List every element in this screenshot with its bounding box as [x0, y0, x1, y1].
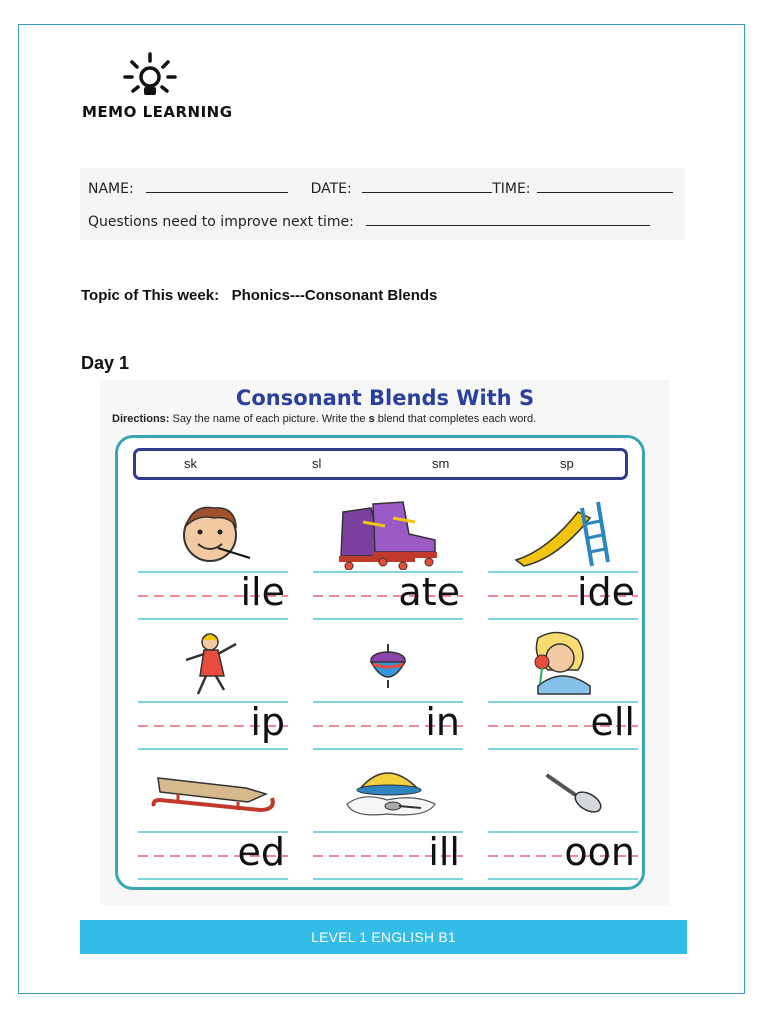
roller-skates-icon	[323, 500, 453, 570]
blend-item	[133, 760, 293, 890]
sled-icon	[148, 760, 278, 830]
date-label: DATE:	[310, 181, 352, 197]
topic-heading: Topic of This week: Phonics---Consonant Blends	[81, 287, 438, 304]
name-field[interactable]	[146, 178, 288, 193]
word-ending: ip	[250, 700, 285, 744]
skipping-girl-icon	[148, 630, 278, 700]
time-label: TIME:	[492, 181, 531, 197]
word-bank-item: sm	[432, 456, 450, 471]
worksheet-box	[115, 435, 645, 890]
blend-item	[308, 760, 468, 890]
day-heading: Day 1	[81, 353, 130, 373]
questions-row	[88, 211, 650, 230]
word-ending: ell	[590, 700, 635, 744]
spoon-icon	[498, 760, 628, 830]
word-ending: ill	[428, 830, 460, 874]
blend-item	[308, 500, 468, 630]
word-bank-item: sk	[184, 456, 197, 471]
directions-text-end: blend that completes each word.	[374, 413, 537, 425]
student-info-form	[80, 168, 685, 240]
word-ending: ile	[240, 570, 285, 614]
smelling-flower-icon	[498, 630, 628, 700]
word-ending: ate	[398, 570, 460, 614]
worksheet	[100, 380, 670, 905]
blend-item	[133, 630, 293, 760]
blend-item	[308, 630, 468, 760]
slide-icon	[498, 500, 628, 570]
directions-label: Directions:	[112, 413, 170, 425]
info-row	[88, 178, 673, 197]
word-bank	[133, 448, 628, 480]
smiling-boy-icon	[148, 500, 278, 570]
questions-label: Questions need to improve next time:	[88, 214, 354, 230]
time-field[interactable]	[537, 178, 673, 193]
questions-field[interactable]	[366, 211, 650, 226]
word-ending: oon	[564, 830, 635, 874]
blend-item	[483, 500, 643, 630]
worksheet-directions	[112, 413, 536, 425]
spinning-top-icon	[323, 630, 453, 700]
blend-item	[483, 760, 643, 890]
blend-item	[133, 500, 293, 630]
date-field[interactable]	[362, 178, 492, 193]
footer-bar	[80, 920, 687, 954]
word-ending: ide	[576, 570, 635, 614]
name-label: NAME:	[88, 181, 134, 197]
directions-letter: s	[368, 413, 375, 425]
footer-text: LEVEL 1 ENGLISH B1	[311, 929, 456, 945]
word-ending: ed	[237, 830, 285, 874]
directions-text: Say the name of each picture. Write the	[169, 413, 369, 425]
word-ending: in	[425, 700, 460, 744]
word-bank-item: sl	[312, 456, 322, 471]
brand-name: MEMO LEARNING	[82, 103, 233, 121]
blend-item	[483, 630, 643, 760]
word-bank-item: sp	[560, 456, 574, 471]
spill-icon	[323, 760, 453, 830]
worksheet-title: Consonant Blends With S	[235, 386, 535, 410]
